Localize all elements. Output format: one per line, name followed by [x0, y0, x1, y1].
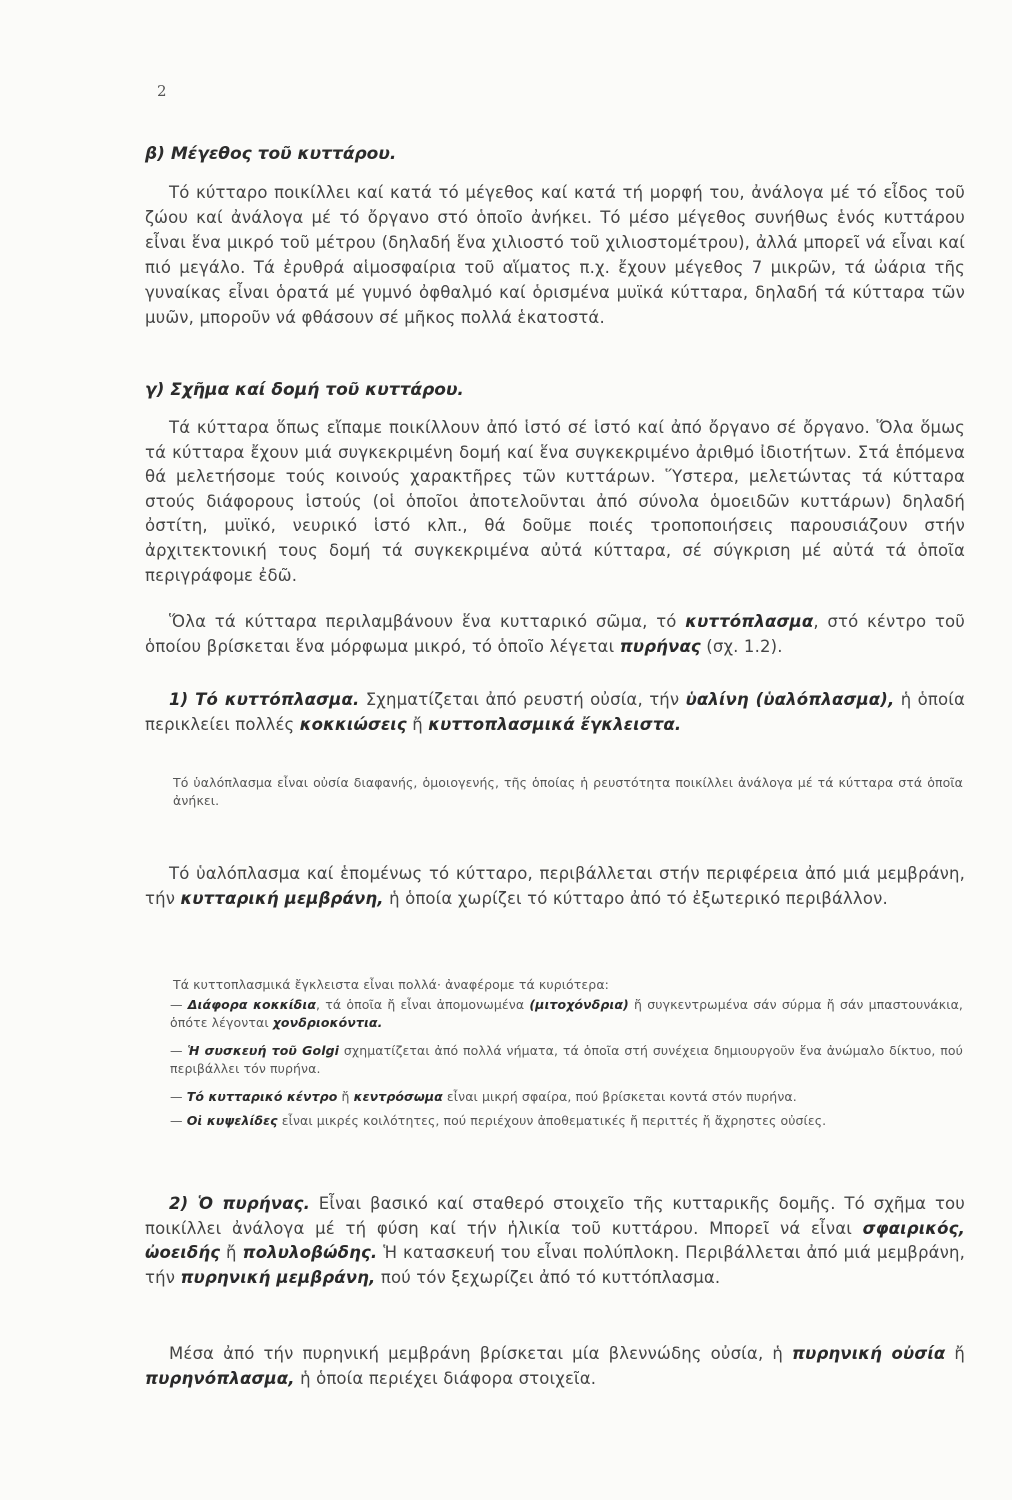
inclusion-item [170, 1088, 963, 1106]
text-run: Σχηματίζεται ἀπό ρευστή οὐσία, τήν [359, 690, 686, 709]
term-nucleus: πυρήνας [619, 636, 701, 656]
term: κεντρόσωμα [353, 1089, 443, 1104]
sub2-paragraph [145, 1192, 965, 1290]
text-run: , στό κέντρο τοῦ ὁποίου βρίσκεται ἕνα μόρφωμα μικρό, τό ὁποῖο λέγεται [145, 612, 965, 656]
inclusion-item [170, 1042, 963, 1078]
term-nucleoplasm: πυρηνόπλασμα, [145, 1368, 295, 1388]
term: Διάφορα κοκκίδια [187, 997, 317, 1012]
text-run: ἡ ὁποία περικλείει πολλές [145, 690, 965, 734]
term-nuclear-membrane: πυρηνική μεμβράνη, [180, 1267, 376, 1287]
text-run: ἤ συγκεντρωμένα σάν σύρμα ἤ σάν μπαστουνάκια, ὁπότε λέγονται [170, 997, 963, 1030]
text-run: ἡ ὁποία χωρίζει τό κύτταρο ἀπό τό ἐξωτερικό περιβάλλον. [383, 888, 888, 908]
inclusions-intro: Τά κυττοπλασμικά ἔγκλειστα εἶναι πολλά· ἀναφέρομε τά κυριότερα: [173, 977, 609, 992]
term-granules: κοκκιώσεις [299, 714, 407, 734]
dash: — [170, 1043, 183, 1058]
section-c-para2 [145, 610, 965, 659]
page-number: 2 [157, 82, 167, 100]
term-shapes: σφαιρικός, ὠοειδής [145, 1218, 965, 1263]
text-run: ἤ [220, 1243, 243, 1263]
term: (μιτοχόνδρια) [529, 997, 629, 1012]
dash: — [170, 1113, 183, 1128]
sub2-para2 [145, 1342, 965, 1391]
text-run: εἶναι μικρή σφαίρα, πού βρίσκεται κοντά στόν πυρήνα. [442, 1089, 797, 1104]
text-run: ἤ [337, 1089, 354, 1104]
section-b-heading: β) Μέγεθος τοῦ κυττάρου. [145, 144, 397, 164]
text-run: πού τόν ξεχωρίζει ἀπό τό κυττόπλασμα. [375, 1267, 721, 1287]
inclusion-item [170, 1112, 963, 1130]
term: Τό κυτταρικό κέντρο [186, 1089, 338, 1104]
sub1-paragraph [145, 688, 965, 737]
dash: — [170, 1089, 183, 1104]
term: Ἡ συσκευή τοῦ Golgi [187, 1043, 340, 1058]
inclusion-item [170, 996, 963, 1032]
term-inclusions: κυττοπλασμικά ἔγκλειστα. [428, 714, 682, 734]
term-cytoplasm: κυττόπλασμα [685, 612, 814, 631]
text-run: (σχ. 1.2). [700, 636, 783, 656]
text-run: Μέσα ἀπό τήν πυρηνική μεμβράνη βρίσκεται μία βλεννώδης οὐσία, ἡ [169, 1344, 792, 1363]
sub1-title: 1) Τό κυττόπλασμα. [169, 690, 360, 709]
text-run: εἶναι μικρές κοιλότητες, πού περιέχουν ἀποθεματικές ἤ περιττές ἤ ἄχρηστες οὐσίες. [277, 1113, 827, 1128]
term: χονδριοκόντια. [272, 1015, 383, 1030]
text-run: ἡ ὁποία περιέχει διάφορα στοιχεῖα. [294, 1368, 597, 1388]
term-cell-membrane: κυτταρική μεμβράνη, [180, 888, 384, 908]
section-c-heading: γ) Σχῆμα καί δομή τοῦ κυττάρου. [145, 380, 464, 400]
sub2-title: 2) Ὁ πυρήνας. [169, 1194, 310, 1213]
text-run: Ἡ κατασκευή του εἶναι πολύπλοκη. Περιβάλλεται ἀπό μιά μεμβράνη, τήν [145, 1243, 965, 1287]
term-multilobed: πολυλοβώδης. [242, 1243, 378, 1263]
text-run: ἤ [406, 714, 429, 734]
term-nuclear-substance: πυρηνική οὐσία [791, 1344, 946, 1363]
text-run: Ὅλα τά κύτταρα περιλαμβάνουν ἕνα κυτταρικό σῶμα, τό [169, 612, 686, 631]
sub1-para2 [145, 862, 965, 911]
text-run: , τά ὁποῖα ἤ εἶναι ἀπομονωμένα [316, 997, 530, 1012]
sub1-note: Τό ὑαλόπλασμα εἶναι οὐσία διαφανής, ὁμοιογενής, τῆς ὁποίας ἡ ρευστότητα ποικίλλει ἀνάλογα μέ τά κύτταρα στά ὁποῖα ἀνήκει. [173, 775, 963, 808]
text-run: Τό ὑαλόπλασμα καί ἑπομένως τό κύτταρο, περιβάλλεται στήν περιφέρεια ἀπό μιά μεμβράνη, τήν [145, 864, 965, 908]
section-b-text: Τό κύτταρο ποικίλλει καί κατά τό μέγεθος καί κατά τή μορφή του, ἀνάλογα μέ τό εἶδος τοῦ ζώου καί ἀνάλογα μέ τό ὄργανο στό ὁποῖο ἀνήκει. Τό μέσο μέγεθος συνήθως ἑνός κυττάρου εἶναι ἕνα μικρό τοῦ μέτρου (δηλαδή ἕνα χιλιοστό τοῦ χιλιοστομέτρου), ἀλλά μπορεῖ νά εἶναι καί πιό μεγάλο. Τά ἐρυθρά αἱμοσφαίρια τοῦ αἵματος π.χ. ἔχουν μέγεθος 7 μικρῶν, τά ὠάρια τῆς γυναίκας εἶναι ὁρατά μέ γυμνό ὀφθαλμό καί ὁρισμένα μυϊκά κύτταρα, δηλαδή τά κύτταρα τῶν μυῶν, μποροῦν νά φθάσουν σέ μῆκος πολλά ἑκατοστά. [145, 183, 965, 327]
text-run: σχηματίζεται ἀπό πολλά νήματα, τά ὁποῖα στή συνέχεια δημιουργοῦν ἕνα ἀνώμαλο δίκτυο, πού περιβάλλει τόν πυρήνα. [170, 1043, 964, 1076]
text-run: ἤ [945, 1344, 965, 1363]
text-run: Εἶναι βασικό καί σταθερό στοιχεῖο τῆς κυτταρικῆς δομῆς. Τό σχῆμα του ποικίλλει ἀνάλογα μέ τή φύση καί τήν ἡλικία τοῦ κυττάρου. Μπορεῖ νά εἶναι [145, 1194, 965, 1238]
term: Οἱ κυψελίδες [186, 1113, 278, 1128]
dash: — [170, 997, 183, 1012]
section-c-para1: Τά κύτταρα ὅπως εἴπαμε ποικίλλουν ἀπό ἱστό σέ ἱστό καί ἀπό ὄργανο σέ ὄργανο. Ὅλα ὅμως τά κύτταρα ἔχουν μιά συγκεκριμένη δομή καί ἕνα συγκεκριμένο ἀριθμό ἰδιοτήτων. Στά ἑπόμενα θά μελετήσομε τούς κοινούς χαρακτῆρες τῶν κυττάρων. Ὕστερα, μελετώντας τά κύτταρα στούς διάφορους ἱστούς (οἱ ὁποῖοι ἀποτελοῦνται ἀπό σύνολα ὁμοειδῶν κυττάρων) δηλαδή ὀστίτη, μυϊκό, νευρικό ἱστό κλπ., θά δοῦμε ποιές τροποποιήσεις παρουσιάζουν στήν ἀρχιτεκτονική τους δομή τά συγκεκριμένα αὐτά κύτταρα, σέ σύγκριση μέ αὐτά τά ὁποῖα περιγράφομε ἐδῶ. [145, 418, 965, 585]
term-hyaline: ὑαλίνη (ὑαλόπλασμα), [685, 690, 895, 709]
